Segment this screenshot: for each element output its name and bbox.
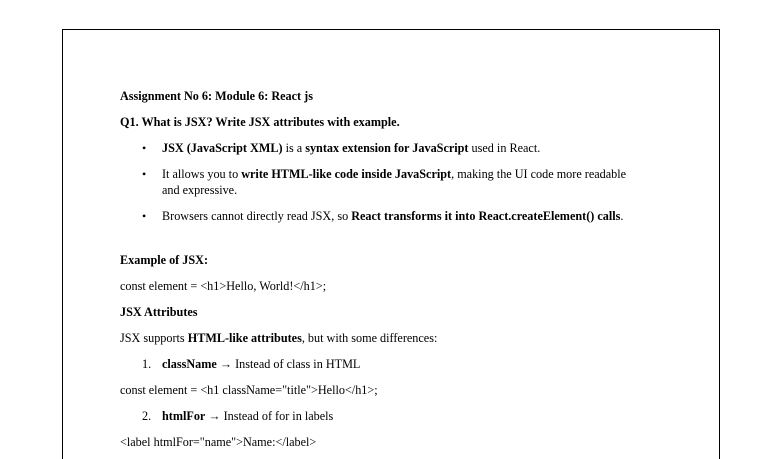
item-code: const element = <h1 className="title">Hello</h1>;: [120, 383, 378, 397]
bullet-icon: •: [142, 141, 147, 155]
item-text: htmlFor → Instead of for in labels: [162, 409, 334, 423]
assignment-heading: Assignment No 6: Module 6: React js: [120, 89, 313, 103]
bullet-icon: •: [142, 209, 147, 223]
bullet-icon: •: [142, 167, 147, 181]
item-text: className → Instead of class in HTML: [162, 357, 361, 371]
bullet-text: It allows you to write HTML-like code inside JavaScript, making the UI code more readable and expressive.: [162, 167, 627, 197]
item-number: 2.: [142, 409, 152, 423]
document-page: [62, 29, 720, 459]
item-number: 1.: [142, 357, 152, 371]
item-code: <label htmlFor="name">Name:</label>: [120, 435, 317, 449]
attributes-intro: JSX supports HTML-like attributes, but with some differences:: [120, 331, 438, 345]
attributes-heading: JSX Attributes: [120, 305, 198, 319]
question-heading: Q1. What is JSX? Write JSX attributes with example.: [120, 115, 400, 129]
example-heading: Example of JSX:: [120, 253, 209, 267]
example-code: const element = <h1>Hello, World!</h1>;: [120, 279, 327, 293]
bullet-text: JSX (JavaScript XML) is a syntax extension for JavaScript used in React.: [162, 141, 541, 155]
bullet-text: Browsers cannot directly read JSX, so React transforms it into React.createElement() calls.: [162, 209, 624, 223]
